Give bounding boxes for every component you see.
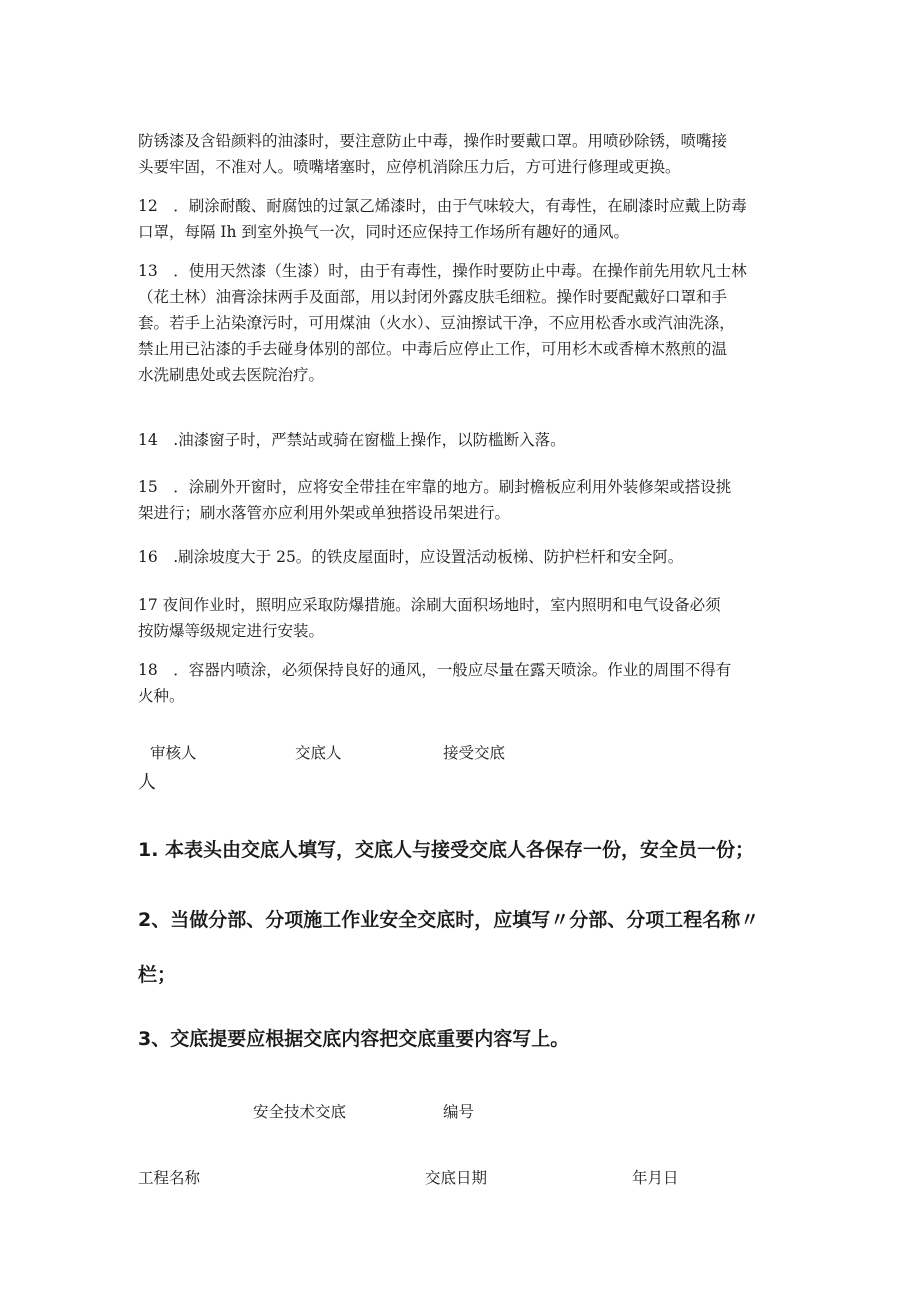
item-17 (138, 592, 818, 644)
form-title: 安全技术交底 (253, 1103, 347, 1121)
note-3: 3、交底提要应根据交底内容把交底重要内容写上。 (138, 1028, 570, 1050)
note-1: 1. 本表头由交底人填写，交底人与接受交底人各保存一份，安全员一份； (138, 839, 755, 861)
text-line: 12 ．刷涂耐酸、耐腐蚀的过氯乙烯漆时，由于气味较大，有毒性，在刷漆时应戴上防毒 (138, 197, 747, 215)
item-12 (138, 193, 818, 245)
item-18 (138, 657, 818, 709)
text-line: 13 ．使用天然漆（生漆）时，由于有毒性，操作时要防止中毒。在操作前先用软凡士林 (138, 262, 747, 280)
number-label: 编号 (443, 1103, 475, 1121)
text-line: 按防爆等级规定进行安装。 (138, 622, 325, 640)
date-label: 交底日期 (425, 1169, 488, 1187)
text-line: 禁止用已沾漆的手去碰身体别的部位。中毒后应停止工作，可用杉木或香樟木熬煎的温 (138, 340, 728, 358)
project-name-label: 工程名称 (138, 1169, 201, 1187)
text-line: 18 ．容器内喷涂，必须保持良好的通风，一般应尽量在露天喷涂。作业的周围不得有 (138, 661, 732, 679)
text-line: 口罩，每隔 Ih 到室外换气一次，同时还应保持工作场所有趣好的通风。 (138, 223, 629, 241)
date-value: 年月日 (632, 1169, 679, 1187)
item-16 (138, 544, 818, 570)
signature-receiver-label: 接受交底 (443, 744, 506, 762)
text-line: 15 ．涂刷外开窗时，应将安全带挂在牢靠的地方。刷封檐板应利用外装修架或搭设挑 (138, 478, 732, 496)
text-line: 架进行；刷水落管亦应利用外架或单独搭设吊架进行。 (138, 504, 511, 522)
text-line: 套。若手上沾染潦污时，可用煤油（火水）、豆油擦试干净，不应用松香水或汽油洗涤， (138, 314, 735, 332)
item-14 (138, 427, 818, 453)
text-line: 头要牢固，不准对人。喷嘴堵塞时，应停机消除压力后，方可进行修理或更换。 (138, 158, 681, 176)
text-line: 17 夜间作业时，照明应采取防爆措施。涂刷大面积场地时，室内照明和电气设备必须 (138, 596, 721, 614)
text-line: 水洗刷患处或去医院治疗。 (138, 366, 325, 384)
text-line: 14 .油漆窗子时，严禁站或骑在窗槛上操作，以防槛断入落。 (138, 431, 566, 449)
text-line: 16 .刷涂坡度大于 25。的铁皮屋面时，应设置活动板梯、防护栏杆和安全阿。 (138, 548, 684, 566)
text-line: 防锈漆及含铅颜料的油漆时，要注意防止中毒，操作时要戴口罩。用喷砂除锈，喷嘴接 (138, 132, 728, 150)
paragraph-intro (138, 128, 818, 180)
item-13 (138, 258, 818, 388)
signature-presenter-label: 交底人 (295, 744, 342, 762)
text-line: 火种。 (138, 687, 185, 705)
note-2-tail: 栏； (138, 964, 177, 986)
item-15 (138, 474, 818, 526)
signature-receiver-tail: 人 (138, 772, 156, 793)
signature-reviewer-label: 审核人 (150, 744, 197, 762)
text-line: （花土林）油膏涂抹两手及面部，用以封闭外露皮肤毛细粒。操作时要配戴好口罩和手 (138, 288, 728, 306)
note-2: 2、当做分部、分项施工作业安全交底时，应填写〃分部、分项工程名称〃 (138, 909, 760, 931)
